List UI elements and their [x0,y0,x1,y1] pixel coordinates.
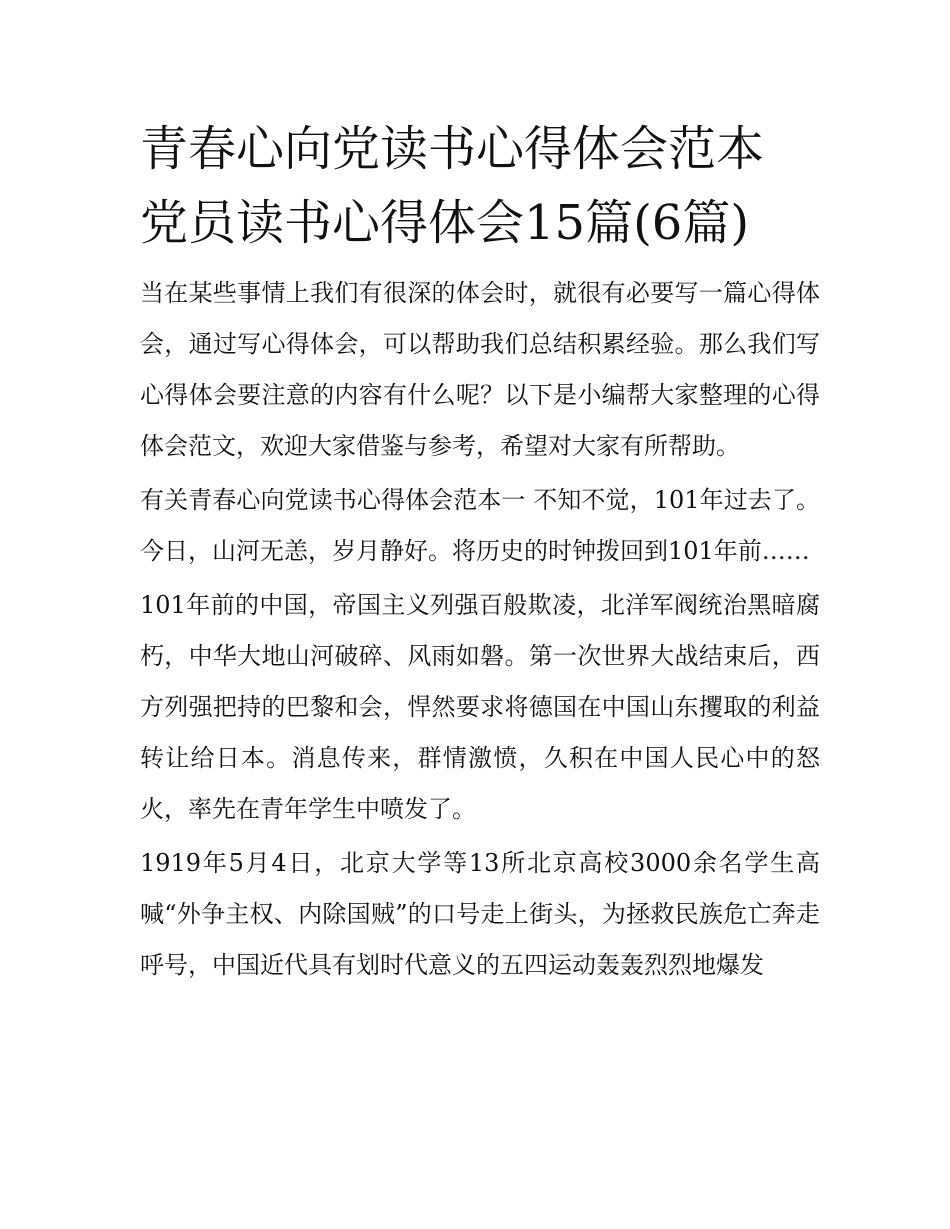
paragraph-history: 101年前的中国，帝国主义列强百般欺凌，北洋军阀统治黑暗腐朽，中华大地山河破碎、风雨如磐。第一次世界大战结束后，西方列强把持的巴黎和会，悍然要求将德国在中国山东攫取的利益转让给日本。消息传来，群情激愤，久积在中国人民心中的怒火，率先在青年学生中喷发了。 [140,591,820,823]
paragraph-essay-one-opening: 有关青春心向党读书心得体会范本一 不知不觉，101年过去了。今日，山河无恙，岁月静好。将历史的时钟拨回到101年前…… [140,486,820,565]
title-line-2: 党员读书心得体会15篇(6篇) [140,195,750,251]
title-line-1: 青春心向党读书心得体会范本 [140,121,765,177]
paragraph-may-fourth: 1919年5月4日，北京大学等13所北京高校3000余名学生高喊“外争主权、内除国贼”的口号走上街头，为拯救民族危亡奔走呼号，中国近代具有划时代意义的五四运动轰轰烈烈地爆发 [140,849,820,979]
paragraph-intro: 当在某些事情上我们有很深的体会时，就很有必要写一篇心得体会，通过写心得体会，可以帮助我们总结积累经验。那么我们写心得体会要注意的内容有什么呢？以下是小编帮大家整理的心得体会范文，欢迎大家借鉴与参考，希望对大家有所帮助。 [140,279,820,460]
document-content [140,112,820,994]
document-title [140,112,820,260]
document-body [140,268,820,991]
